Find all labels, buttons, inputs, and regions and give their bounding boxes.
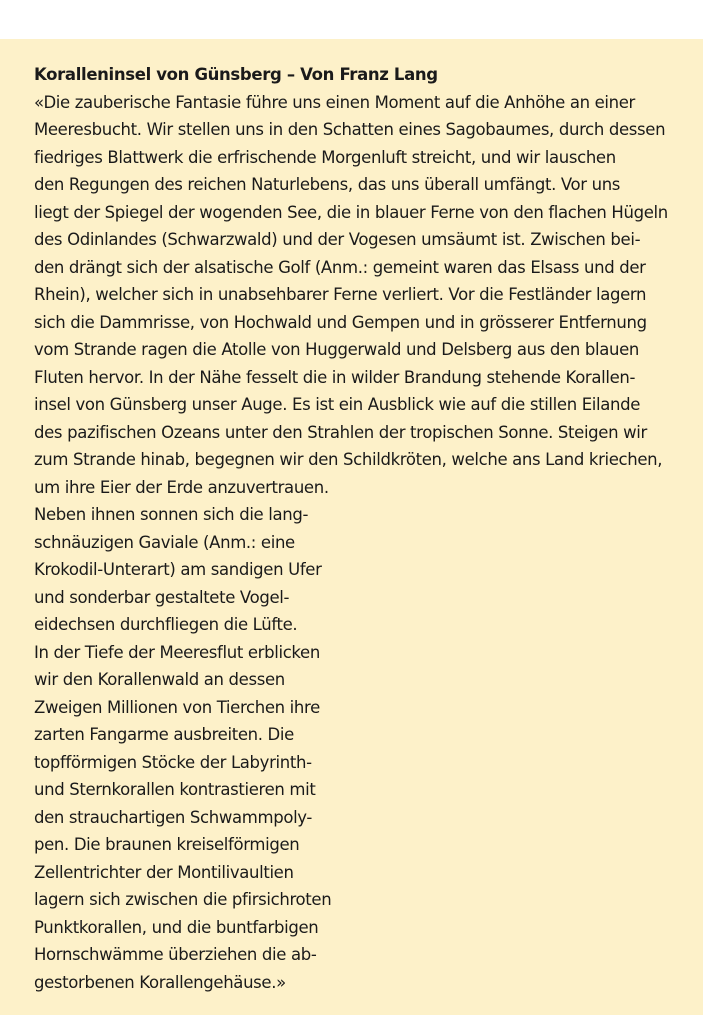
text-line: gestorbenen Korallengehäuse.» xyxy=(34,972,286,992)
text-line: liegt der Spiegel der wogenden See, die in blauer Ferne von den flachen Hügeln xyxy=(34,202,668,222)
text-line: «Die zauberische Fantasie führe uns einen Moment auf die Anhöhe an einer xyxy=(34,92,635,112)
text-line: und Sternkorallen kontrastieren mit xyxy=(34,780,316,799)
text-line: den strauchartigen Schwammpoly- xyxy=(34,807,313,827)
text-line: den drängt sich der alsatische Golf (Anm.: gemeint waren das Elsass und der xyxy=(34,257,646,277)
text-line: Fluten hervor. In der Nähe fesselt die in wilder Brandung stehende Korallen- xyxy=(34,367,636,387)
text-line: eidechsen durchfliegen die Lüfte. xyxy=(34,615,298,634)
text-line: lagern sich zwischen die pfirsichroten xyxy=(34,890,332,909)
text-line: Hornschwämme überziehen die ab- xyxy=(34,945,317,964)
text-line: schnäuzigen Gaviale (Anm.: eine xyxy=(34,532,295,552)
text-line: Krokodil-Unterart) am sandigen Ufer xyxy=(34,560,322,579)
text-line: wir den Korallenwald an dessen xyxy=(34,670,285,689)
text-line: vom Strande ragen die Atolle von Huggerwald und Delsberg aus den blauen xyxy=(34,340,639,359)
text-line: sich die Dammrisse, von Hochwald und Gempen und in grösserer Entfernung xyxy=(34,312,647,332)
text-line: zum Strande hinab, begegnen wir den Schildkröten, welche ans Land kriechen, xyxy=(34,450,663,469)
text-line: Neben ihnen sonnen sich die lang- xyxy=(34,505,309,524)
text-line: des pazifischen Ozeans unter den Strahlen der tropischen Sonne. Steigen wir xyxy=(34,422,647,442)
article-title: Koralleninsel von Günsberg – Von Franz Lang xyxy=(34,65,438,84)
text-line: um ihre Eier der Erde anzuvertrauen. xyxy=(34,477,329,497)
text-line: fiedriges Blattwerk die erfrischende Morgenluft streicht, und wir lauschen xyxy=(34,147,616,167)
text-line: pen. Die braunen kreiselförmigen xyxy=(34,835,300,854)
text-line: und sonderbar gestaltete Vogel- xyxy=(34,587,290,607)
article-body xyxy=(34,61,694,996)
text-line: Punktkorallen, und die buntfarbigen xyxy=(34,917,319,937)
text-line: Zellentrichter der Montilivaultien xyxy=(34,862,294,882)
text-line: zarten Fangarme ausbreiten. Die xyxy=(34,725,294,744)
text-line: den Regungen des reichen Naturlebens, das uns überall umfängt. Vor uns xyxy=(34,175,621,194)
text-line: des Odinlandes (Schwarzwald) und der Vogesen umsäumt ist. Zwischen bei- xyxy=(34,230,641,249)
text-line: Zweigen Millionen von Tierchen ihre xyxy=(34,697,320,717)
article-panel xyxy=(0,39,703,1015)
text-line: In der Tiefe der Meeresflut erblicken xyxy=(34,642,320,662)
text-line: Rhein), welcher sich in unabsehbarer Ferne verliert. Vor die Festländer lagern xyxy=(34,285,647,304)
text-line: Meeresbucht. Wir stellen uns in den Schatten eines Sagobaumes, durch dessen xyxy=(34,120,666,139)
text-line: insel von Günsberg unser Auge. Es ist ein Ausblick wie auf die stillen Eilande xyxy=(34,395,641,414)
text-line: topfförmigen Stöcke der Labyrinth- xyxy=(34,752,312,772)
